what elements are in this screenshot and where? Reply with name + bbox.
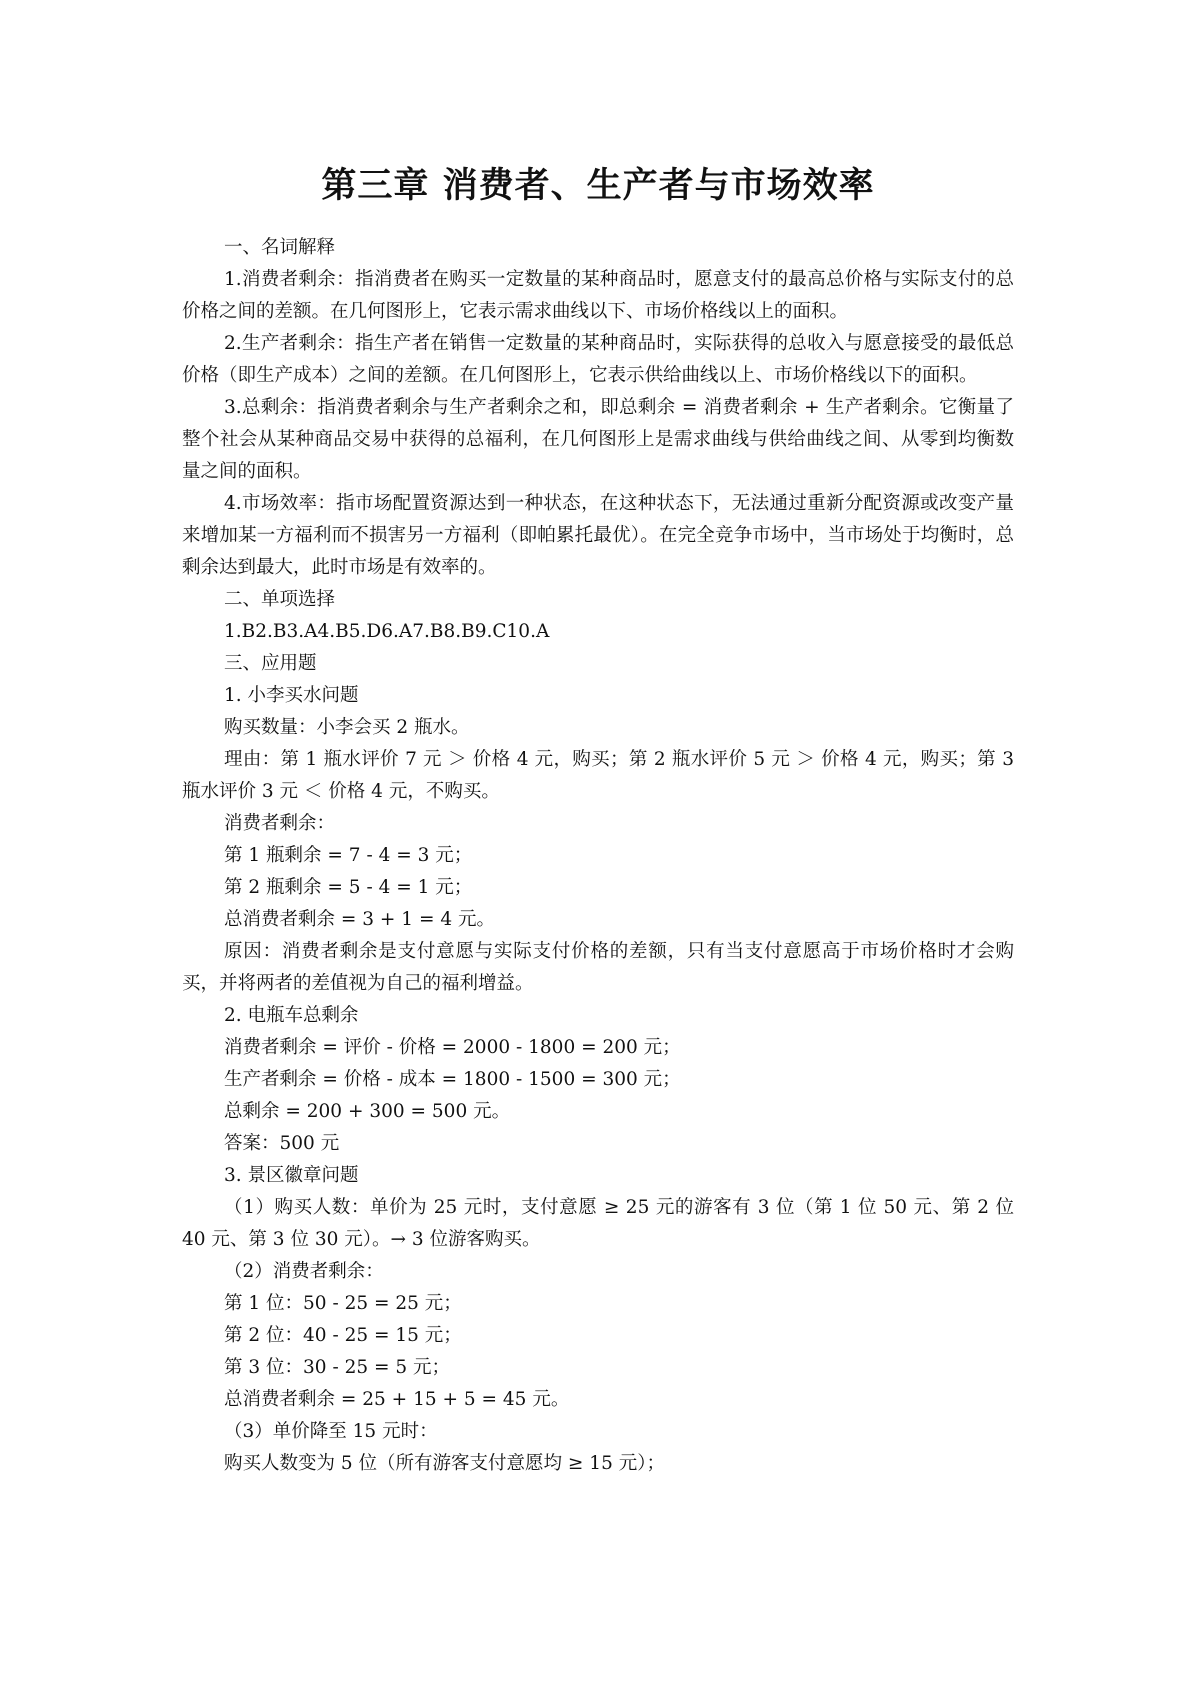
paragraph: 1.消费者剩余：指消费者在购买一定数量的某种商品时，愿意支付的最高总价格与实际支付的总价格之间的差额。在几何图形上，它表示需求曲线以下、市场价格线以上的面积。 — [182, 269, 1014, 322]
paragraph: 原因：消费者剩余是支付意愿与实际支付价格的差额，只有当支付意愿高于市场价格时才会购买，并将两者的差值视为自己的福利增益。 — [182, 941, 1014, 994]
paragraph: 1.B2.B3.A4.B5.D6.A7.B8.B9.C10.A — [224, 621, 550, 642]
paragraph: 总消费者剩余 = 25 + 15 + 5 = 45 元。 — [224, 1389, 570, 1410]
paragraph: 购买人数变为 5 位（所有游客支付意愿均 ≥ 15 元）； — [224, 1453, 665, 1474]
paragraph: 生产者剩余 = 价格 - 成本 = 1800 - 1500 = 300 元； — [224, 1069, 681, 1090]
paragraph: 4.市场效率：指市场配置资源达到一种状态，在这种状态下，无法通过重新分配资源或改变产量来增加某一方福利而不损害另一方福利（即帕累托最优）。在完全竞争市场中，当市场处于均衡时，总剩余达到最大，此时市场是有效率的。 — [182, 493, 1014, 578]
section-heading: 二、单项选择 — [224, 589, 336, 610]
paragraph: （3）单价降至 15 元时： — [224, 1421, 438, 1442]
paragraph: 第 2 位：40 - 25 = 15 元； — [224, 1325, 462, 1346]
paragraph: 总剩余 = 200 + 300 = 500 元。 — [224, 1101, 511, 1122]
paragraph: 购买数量：小李会买 2 瓶水。 — [224, 717, 470, 738]
paragraph: 理由：第 1 瓶水评价 7 元 ＞ 价格 4 元，购买；第 2 瓶水评价 5 元 ＞ 价格 4 元，购买；第 3 瓶水评价 3 元 ＜ 价格 4 元，不购买。 — [182, 749, 1014, 802]
subheading: 2. 电瓶车总剩余 — [224, 1005, 359, 1026]
paragraph: 第 2 瓶剩余 = 5 - 4 = 1 元； — [224, 877, 473, 898]
paragraph: 2.生产者剩余：指生产者在销售一定数量的某种商品时，实际获得的总收入与愿意接受的最低总价格（即生产成本）之间的差额。在几何图形上，它表示供给曲线以上、市场价格线以下的面积。 — [182, 333, 1014, 386]
document-body — [182, 232, 1014, 1480]
section-heading: 三、应用题 — [224, 653, 317, 674]
paragraph: （1）购买人数：单价为 25 元时，支付意愿 ≥ 25 元的游客有 3 位（第 1 位 50 元、第 2 位 40 元、第 3 位 30 元）。→ 3 位游客购买。 — [182, 1197, 1014, 1250]
paragraph: 3.总剩余：指消费者剩余与生产者剩余之和，即总剩余 = 消费者剩余 + 生产者剩余。它衡量了整个社会从某种商品交易中获得的总福利，在几何图形上是需求曲线与供给曲线之间、从零到均衡数量之间的面积。 — [182, 397, 1014, 482]
paragraph: 第 1 瓶剩余 = 7 - 4 = 3 元； — [224, 845, 473, 866]
paragraph: 第 1 位：50 - 25 = 25 元； — [224, 1293, 462, 1314]
paragraph: （2）消费者剩余： — [224, 1261, 384, 1282]
paragraph: 总消费者剩余 = 3 + 1 = 4 元。 — [224, 909, 495, 930]
paragraph: 答案：500 元 — [224, 1133, 340, 1154]
page-title: 第三章 消费者、生产者与市场效率 — [321, 165, 875, 206]
paragraph: 消费者剩余 = 评价 - 价格 = 2000 - 1800 = 200 元； — [224, 1037, 681, 1058]
paragraph: 消费者剩余： — [224, 813, 336, 834]
subheading: 1. 小李买水问题 — [224, 685, 359, 706]
document-page — [182, 160, 1014, 1480]
paragraph: 第 3 位：30 - 25 = 5 元； — [224, 1357, 451, 1378]
section-heading: 一、名词解释 — [224, 237, 336, 258]
subheading: 3. 景区徽章问题 — [224, 1165, 359, 1186]
